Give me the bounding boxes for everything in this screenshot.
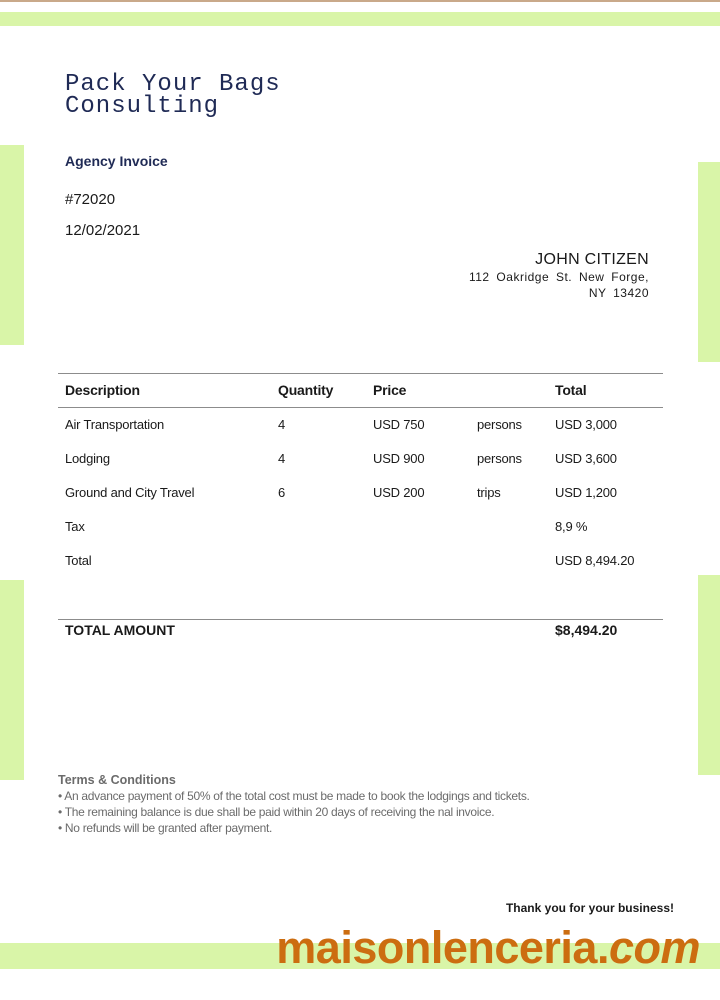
terms-line-1: • An advance payment of 50% of the total cost must be made to book the lodgings and tickets. [58,789,530,803]
header-quantity: Quantity [278,382,334,398]
terms-conditions [58,772,588,836]
customer-block [449,251,649,301]
row3-unit: trips [477,485,501,500]
header-description: Description [65,382,140,398]
row3-price: USD 200 [373,485,425,500]
right-green-strip-lower [698,575,720,775]
row1-price: USD 750 [373,417,425,432]
terms-line-2: • The remaining balance is due shall be paid within 20 days of receiving the nal invoice. [58,805,495,819]
row1-description: Air Transportation [65,417,165,432]
row2-unit: persons [477,451,522,466]
subtotal-value: USD 8,494.20 [555,553,635,568]
row3-quantity: 6 [278,485,286,500]
header-price: Price [373,382,407,398]
row3-description: Ground and City Travel [65,485,195,500]
table-header-rule [58,407,663,408]
invoice-number: #72020 [65,191,116,208]
invoice-date: 12/02/2021 [65,222,141,239]
company-name [65,71,281,120]
row1-quantity: 4 [278,417,286,432]
customer-name: JOHN CITIZEN [535,251,649,268]
row1-unit: persons [477,417,522,432]
row1-total: USD 3,000 [555,417,617,432]
watermark-tld: com [608,922,700,973]
left-green-strip [0,145,24,345]
top-green-band [0,12,720,26]
left-green-strip-lower [0,580,24,780]
company-name-line1: Pack Your Bags [65,71,281,98]
right-green-strip [698,162,720,362]
table-top-rule [58,373,663,374]
company-name-line2: Consulting [65,93,220,120]
terms-title: Terms & Conditions [58,773,176,787]
watermark-logo [276,922,700,974]
tax-label: Tax [65,519,85,534]
row2-quantity: 4 [278,451,286,466]
invoice-title: Agency Invoice [65,153,168,169]
terms-line-3: • No refunds will be granted after payment. [58,821,273,835]
subtotal-label: Total [65,553,92,568]
row2-description: Lodging [65,451,110,466]
row2-price: USD 900 [373,451,425,466]
header-total: Total [555,382,587,398]
top-border-line [0,0,720,2]
thank-you-note: Thank you for your business! [505,901,674,915]
row3-total: USD 1,200 [555,485,617,500]
row2-total: USD 3,600 [555,451,617,466]
total-amount-label: TOTAL AMOUNT [65,622,175,638]
watermark-name: maisonlenceria. [276,922,609,973]
customer-address: 112 Oakridge St. New Forge, NY 13420 [468,270,649,300]
total-amount-value: $8,494.20 [555,622,618,638]
total-amount-rule [58,619,663,620]
tax-value: 8,9 % [555,519,588,534]
